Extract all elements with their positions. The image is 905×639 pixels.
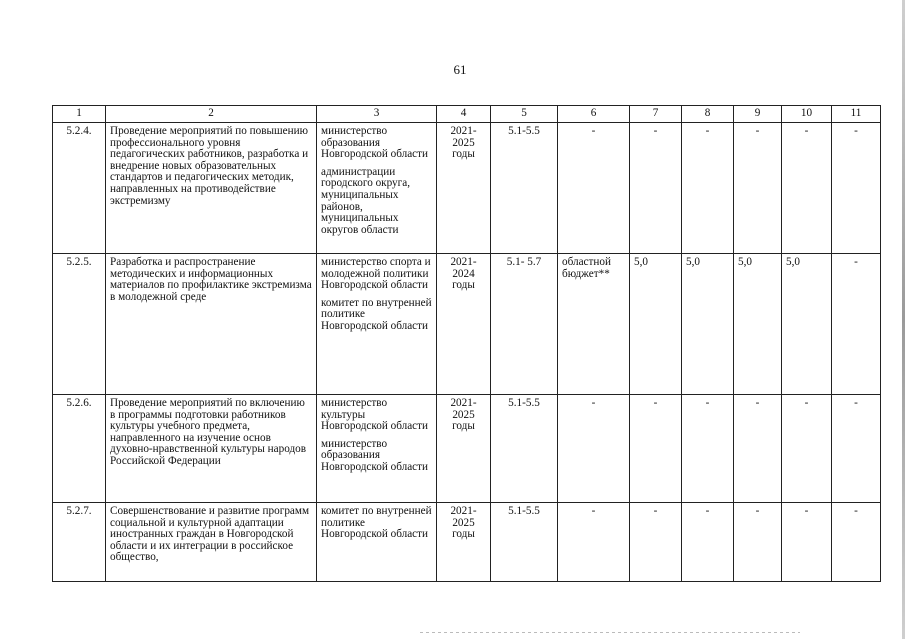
- executors-cell: [317, 254, 437, 395]
- table-row: [53, 503, 881, 582]
- term-cell: 2021- 2025 годы: [437, 123, 491, 254]
- measure-name: Проведение мероприятий по включению в программы подготовки работников культуры учебного предмета, направленного на изучение основ духовно-нравственной культуры народов Российской Федерации: [106, 395, 317, 503]
- table-row: [53, 395, 881, 503]
- column-header: 7: [630, 106, 682, 123]
- executor: комитет по внутренней политике Новгородской области: [321, 296, 432, 332]
- executor: министерство культуры Новгородской области: [321, 397, 429, 433]
- indicators-cell: 5.1- 5.7: [491, 254, 558, 395]
- executor: министерство образования Новгородской области: [321, 437, 429, 473]
- funding-source: областной бюджет**: [558, 254, 630, 395]
- value-cell: 5,0: [782, 254, 832, 395]
- term-cell: 2021- 2025 годы: [437, 395, 491, 503]
- funding-source: -: [558, 503, 630, 582]
- indicators-cell: 5.1-5.5: [491, 503, 558, 582]
- term-cell: 2021- 2025 годы: [437, 503, 491, 582]
- executor: министерство образования Новгородской области: [321, 125, 429, 161]
- row-number: 5.2.4.: [53, 123, 106, 254]
- value-cell: -: [782, 503, 832, 582]
- value-cell: -: [682, 395, 734, 503]
- column-header: 9: [734, 106, 782, 123]
- column-header: 5: [491, 106, 558, 123]
- value-cell: -: [682, 503, 734, 582]
- table-row: [53, 123, 881, 254]
- row-number: 5.2.5.: [53, 254, 106, 395]
- value-cell: -: [630, 503, 682, 582]
- executor: администрации городского округа, муниципальных районов, муниципальных округов области: [321, 165, 411, 236]
- measure-name: Проведение мероприятий по повышению профессионального уровня педагогических работников, разработка и внедрение новых образовательных стандартов и педагогических методик, направленных на противодействие экстремизму: [106, 123, 317, 254]
- column-header: 3: [317, 106, 437, 123]
- executors-cell: [317, 395, 437, 503]
- measure-name: Разработка и распространение методических и информационных материалов по профилактике экстремизма в молодежной среде: [106, 254, 317, 395]
- funding-source: -: [558, 123, 630, 254]
- value-cell: -: [682, 123, 734, 254]
- executors-cell: [317, 503, 437, 582]
- column-header: 6: [558, 106, 630, 123]
- term-cell: 2021- 2024 годы: [437, 254, 491, 395]
- executors-cell: [317, 123, 437, 254]
- value-cell: -: [782, 395, 832, 503]
- page-number: 61: [453, 62, 467, 77]
- value-cell: -: [734, 503, 782, 582]
- value-cell: 5,0: [630, 254, 682, 395]
- value-cell: -: [734, 395, 782, 503]
- value-cell: 5,0: [734, 254, 782, 395]
- value-cell: 5,0: [682, 254, 734, 395]
- column-header: 2: [106, 106, 317, 123]
- scan-artifact: [420, 632, 800, 633]
- column-header: 11: [832, 106, 881, 123]
- value-cell: -: [832, 254, 881, 395]
- executor: комитет по внутренней политике Новгородской области: [321, 505, 432, 541]
- value-cell: -: [832, 395, 881, 503]
- measure-name: Совершенствование и развитие программ социальной и культурной адаптации иностранных граждан в Новгородской области и их интеграции в российское общество,: [106, 503, 317, 582]
- value-cell: -: [630, 395, 682, 503]
- header-row: [53, 106, 881, 123]
- executor: министерство спорта и молодежной политики Новгородской области: [321, 256, 431, 292]
- column-header: 4: [437, 106, 491, 123]
- column-header: 10: [782, 106, 832, 123]
- column-header: 1: [53, 106, 106, 123]
- indicators-cell: 5.1-5.5: [491, 395, 558, 503]
- value-cell: -: [782, 123, 832, 254]
- value-cell: -: [832, 503, 881, 582]
- table-row: [53, 254, 881, 395]
- indicators-cell: 5.1-5.5: [491, 123, 558, 254]
- row-number: 5.2.7.: [53, 503, 106, 582]
- value-cell: -: [734, 123, 782, 254]
- column-header: 8: [682, 106, 734, 123]
- value-cell: -: [832, 123, 881, 254]
- value-cell: -: [630, 123, 682, 254]
- measures-table: [52, 105, 881, 582]
- row-number: 5.2.6.: [53, 395, 106, 503]
- funding-source: -: [558, 395, 630, 503]
